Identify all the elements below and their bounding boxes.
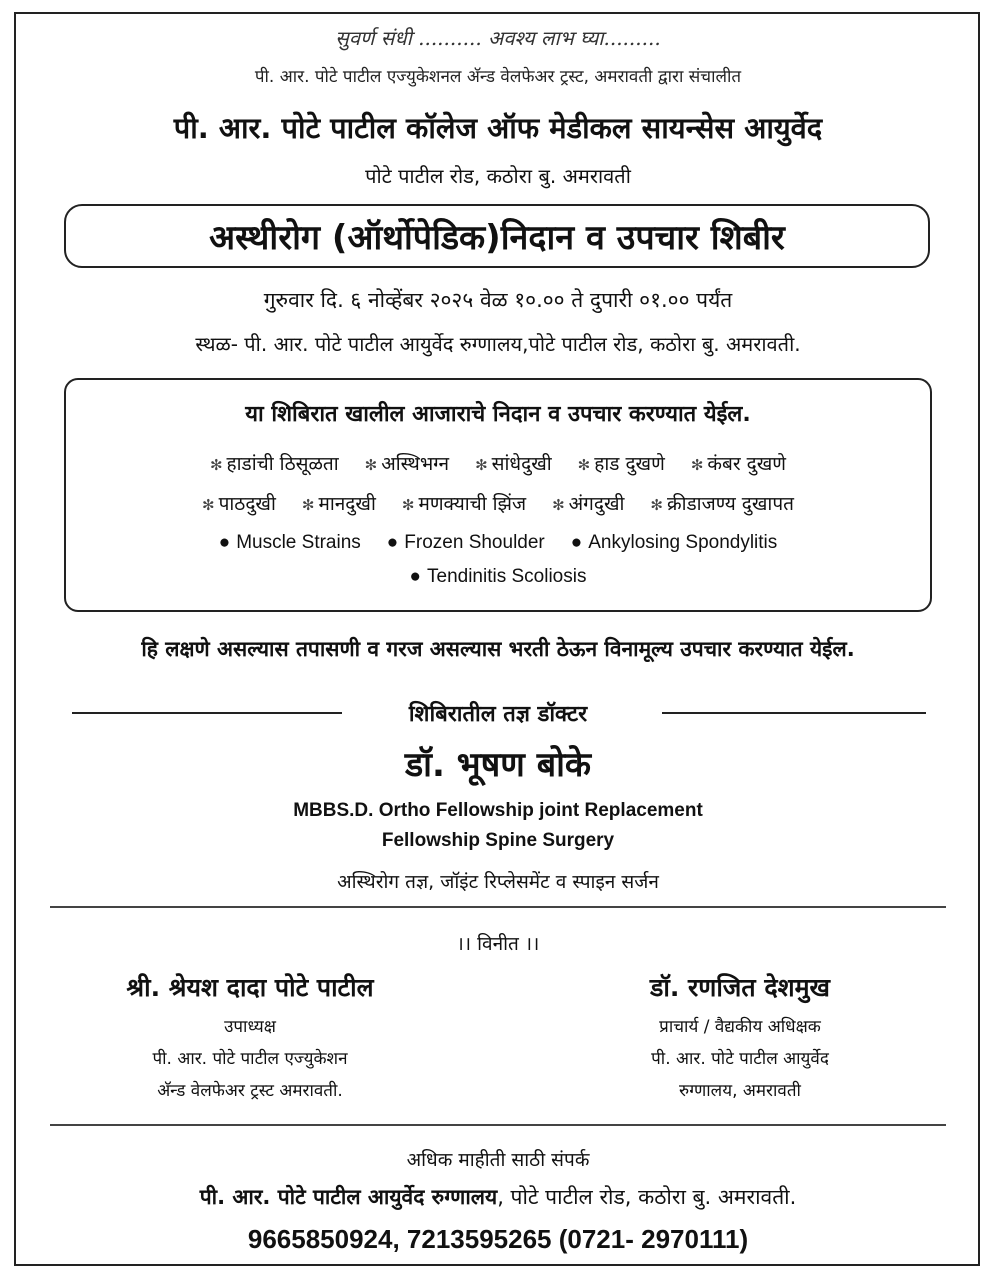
list-item: ● Frozen Shoulder xyxy=(386,532,545,553)
list-item: ✻ मणक्याची झिंज xyxy=(401,493,527,515)
diseases-lead: या शिबिरात खालील आजाराचे निदान व उपचार करण्यात येईल. xyxy=(245,402,751,427)
list-item: ✻ हाडांची ठिसूळता xyxy=(209,453,339,475)
list-item: ✻ पाठदुखी xyxy=(202,493,276,515)
list-item: ✻ क्रीडाजण्य दुखापत xyxy=(650,493,794,515)
signatory-right-title: प्राचार्य / वैद्यकीय अधिक्षक xyxy=(659,1017,821,1037)
disease-row-3 xyxy=(64,532,932,554)
camp-date-time: गुरुवार दि. ६ नोव्हेंबर २०२५ वेळ १०.०० ते दुपारी ०१.०० पर्यंत xyxy=(263,288,733,312)
doctor-heading: शिबिरातील तज्ञ डॉक्टर xyxy=(408,702,588,727)
list-item: ✻ कंबर दुखणे xyxy=(690,453,787,475)
dot-icon: ● xyxy=(218,532,231,553)
signatory-right-org: पी. आर. पोटे पाटील आयुर्वेद xyxy=(651,1049,829,1069)
vinit-label: ।। विनीत ।। xyxy=(456,933,540,955)
signatory-right-name: डॉ. रणजित देशमुख xyxy=(649,973,830,1002)
asterisk-icon: ✻ xyxy=(650,496,663,514)
contact-label: अधिक माहीती साठी संपर्क xyxy=(406,1149,590,1171)
divider xyxy=(662,712,926,714)
disease-row-1 xyxy=(64,450,932,476)
signatory-left-title: उपाध्यक्ष xyxy=(224,1017,276,1037)
doctor-specialty: अस्थिरोग तज्ञ, जॉइंट रिप्लेसमेंट व स्पाइन सर्जन xyxy=(337,871,659,893)
list-item: ✻ हाड दुखणे xyxy=(577,453,665,475)
dot-icon: ● xyxy=(570,532,583,553)
doctor-fellowship: Fellowship Spine Surgery xyxy=(381,830,615,851)
trust-line: पी. आर. पोटे पाटील एज्युकेशनल अ‍ॅन्ड वेलफेअर ट्रस्ट, अमरावती द्वारा संचालीत xyxy=(254,67,742,87)
list-item: ● Ankylosing Spondylitis xyxy=(570,532,778,553)
contact-address xyxy=(0,1183,996,1211)
dot-icon: ● xyxy=(386,532,399,553)
camp-title: अस्थीरोग (ऑर्थोपेडिक)निदान व उपचार शिबीर xyxy=(64,204,930,268)
list-item: ● Muscle Strains xyxy=(218,532,361,553)
camp-venue: स्थळ- पी. आर. पोटे पाटील आयुर्वेद रुग्णालय,पोटे पाटील रोड, कठोरा बु. अमरावती. xyxy=(195,332,801,356)
divider xyxy=(50,906,946,908)
contact-road: , पोटे पाटील रोड, कठोरा बु. अमरावती. xyxy=(497,1185,797,1209)
contact-phones: 9665850924, 7213595265 (0721- 2970111) xyxy=(247,1224,749,1254)
signatory-left-org-2: अ‍ॅन्ड वेलफेअर ट्रस्ट अमरावती. xyxy=(157,1081,343,1101)
list-item: ✻ मानदुखी xyxy=(301,493,376,515)
asterisk-icon: ✻ xyxy=(209,456,223,474)
signatory-right-org-2: रुग्णालय, अमरावती xyxy=(679,1081,801,1101)
asterisk-icon: ✻ xyxy=(202,496,215,514)
disease-row-2 xyxy=(64,490,932,516)
divider xyxy=(50,1124,946,1126)
asterisk-icon: ✻ xyxy=(401,496,415,514)
college-address: पोटे पाटील रोड, कठोरा बु. अमरावती xyxy=(365,164,631,188)
disease-row-4 xyxy=(64,566,932,588)
asterisk-icon: ✻ xyxy=(364,456,378,474)
dot-icon: ● xyxy=(409,566,421,587)
list-item: ✻ अस्थिभग्न xyxy=(364,453,450,475)
list-item: ● Tendinitis Scoliosis xyxy=(409,566,587,587)
college-name: पी. आर. पोटे पाटील कॉलेज ऑफ मेडीकल सायन्सेस आयुर्वेद xyxy=(173,111,823,145)
list-item: ✻ सांधेदुखी xyxy=(475,453,552,475)
asterisk-icon: ✻ xyxy=(552,496,565,514)
signatory-left-name: श्री. श्रेयश दादा पोटे पाटील xyxy=(126,973,374,1002)
asterisk-icon: ✻ xyxy=(301,496,315,514)
contact-hospital: पी. आर. पोटे पाटील आयुर्वेद रुग्णालय xyxy=(199,1185,498,1209)
free-treatment-notice: हि लक्षणे असल्यास तपासणी व गरज असल्यास भरती ठेऊन विनामूल्य उपचार करण्यात येईल. xyxy=(141,637,855,661)
doctor-qualification: MBBS.D. Ortho Fellowship joint Replacement xyxy=(293,800,703,821)
tagline: सुवर्ण संधी .......... अवश्य लाभ घ्या......... xyxy=(335,26,661,50)
asterisk-icon: ✻ xyxy=(577,456,591,474)
asterisk-icon: ✻ xyxy=(475,456,488,474)
signatory-left-org: पी. आर. पोटे पाटील एज्युकेशन xyxy=(152,1049,348,1069)
list-item: ✻ अंगदुखी xyxy=(552,493,625,515)
asterisk-icon: ✻ xyxy=(690,456,704,474)
doctor-name: डॉ. भूषण बोके xyxy=(404,745,592,785)
